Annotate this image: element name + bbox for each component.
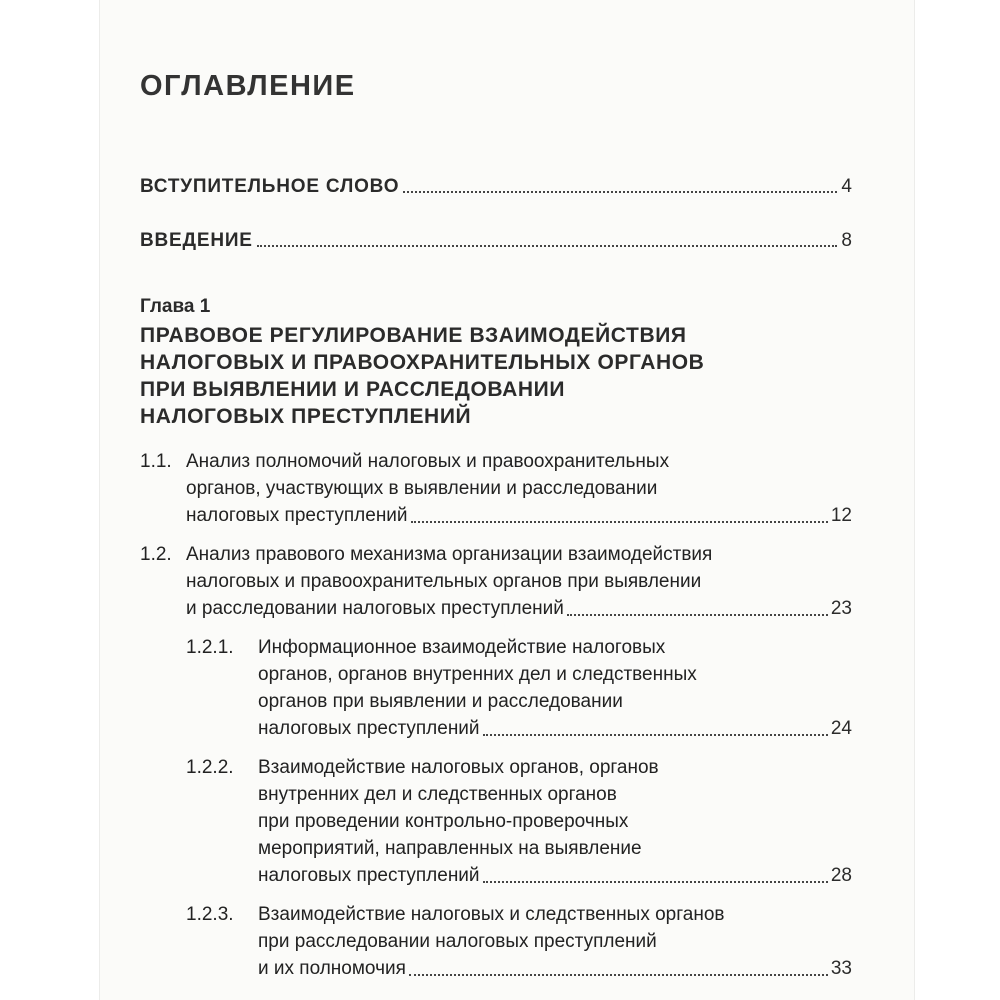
toc-page-number: 33 — [830, 958, 852, 979]
section-last-line — [186, 502, 852, 529]
toc-page-number: 24 — [830, 718, 852, 739]
section-title-line: и расследовании налоговых преступлений — [186, 598, 564, 619]
dot-leader — [483, 881, 828, 883]
section-title-line: Анализ правового механизма организации взаимодействия — [186, 544, 713, 565]
section-title-line: при расследовании налоговых преступлений — [258, 931, 657, 952]
chapter-label: Глава 1 — [140, 296, 211, 317]
toc-page-number: 4 — [841, 176, 852, 197]
dot-leader — [409, 974, 828, 976]
toc-heading: ОГЛАВЛЕНИЕ — [140, 70, 356, 102]
section-number: 1.2.1. — [186, 637, 234, 658]
chapter-title — [140, 322, 740, 430]
section-title-line: органов при выявлении и расследовании — [258, 691, 623, 712]
toc-page-number: 28 — [830, 865, 852, 886]
dot-leader — [483, 734, 828, 736]
toc-entry-title: ВСТУПИТЕЛЬНОЕ СЛОВО — [140, 176, 400, 197]
chapter-title-line: НАЛОГОВЫХ И ПРАВООХРАНИТЕЛЬНЫХ ОРГАНОВ — [140, 351, 705, 374]
section-number: 1.2.2. — [186, 757, 234, 778]
toc-page-number: 12 — [830, 505, 852, 526]
dot-leader — [403, 191, 837, 193]
section-number: 1.2.3. — [186, 904, 234, 925]
section-last-line — [258, 955, 852, 982]
section-title-line: органов, участвующих в выявлении и расследовании — [186, 478, 658, 499]
toc-page-number: 8 — [841, 230, 852, 251]
section-title-line: Взаимодействие налоговых органов, органов — [258, 757, 659, 778]
toc-entry-foreword — [140, 176, 852, 198]
section-title-line: внутренних дел и следственных органов — [258, 784, 617, 805]
section-title-line: налоговых преступлений — [258, 718, 480, 739]
section-title-line: мероприятий, направленных на выявление — [258, 838, 642, 859]
section-title-line: Информационное взаимодействие налоговых — [258, 637, 666, 658]
chapter-title-line: ПРИ ВЫЯВЛЕНИИ И РАССЛЕДОВАНИИ — [140, 378, 566, 401]
toc-entry-introduction — [140, 230, 852, 252]
section-title-line: Взаимодействие налоговых и следственных органов — [258, 904, 725, 925]
section-last-line — [258, 862, 852, 889]
toc-section-1-1 — [140, 448, 852, 529]
section-title-line: при проведении контрольно-проверочных — [258, 811, 629, 832]
chapter-title-line: ПРАВОВОЕ РЕГУЛИРОВАНИЕ ВЗАИМОДЕЙСТВИЯ — [140, 324, 687, 347]
section-title-line: и их полномочия — [258, 958, 406, 979]
section-number: 1.2. — [140, 544, 172, 565]
toc-page-number: 23 — [830, 598, 852, 619]
dot-leader — [411, 521, 828, 523]
dot-leader — [567, 614, 828, 616]
toc-entry-title: ВВЕДЕНИЕ — [140, 230, 253, 251]
toc-section-1-2 — [140, 541, 852, 622]
section-number: 1.1. — [140, 451, 172, 472]
chapter-title-line: НАЛОГОВЫХ ПРЕСТУПЛЕНИЙ — [140, 405, 472, 428]
section-title-line: налоговых преступлений — [186, 505, 408, 526]
dot-leader — [257, 245, 838, 247]
section-title-line: органов, органов внутренних дел и следственных — [258, 664, 697, 685]
toc-subsection-1-2-1 — [186, 634, 852, 742]
toc-subsection-1-2-2 — [186, 754, 852, 889]
section-title-line: налоговых и правоохранительных органов при выявлении — [186, 571, 702, 592]
section-last-line — [186, 595, 852, 622]
section-title-line: налоговых преступлений — [258, 865, 480, 886]
section-title-line: Анализ полномочий налоговых и правоохранительных — [186, 451, 670, 472]
toc-subsection-1-2-3 — [186, 901, 852, 982]
section-last-line — [258, 715, 852, 742]
